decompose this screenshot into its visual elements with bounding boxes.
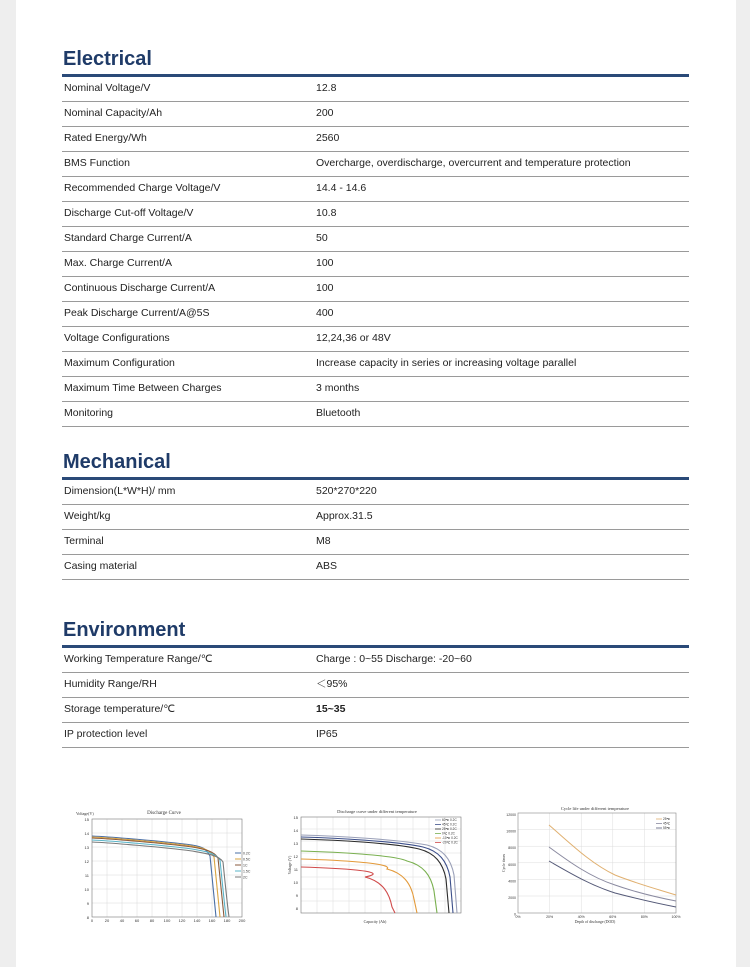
- y-axis-label: Voltage (V): [287, 855, 292, 875]
- spec-row: [62, 77, 689, 102]
- spec-value: 2560: [316, 132, 340, 144]
- spec-row: [62, 505, 689, 530]
- x-tick-label: 40%: [577, 915, 585, 919]
- y-axis-label: Voltage(V): [76, 811, 94, 816]
- spec-label: IP protection level: [64, 728, 148, 740]
- chart-title: Discharge Curve: [147, 811, 181, 816]
- x-tick-label: 60%: [609, 915, 617, 919]
- y-tick-label: 12: [84, 859, 89, 864]
- y-tick-label: 12: [293, 854, 298, 859]
- spec-value: Increase capacity in series or increasing voltage parallel: [316, 357, 577, 369]
- mechanical-section: [62, 449, 689, 580]
- spec-label: Humidity Range/RH: [64, 678, 157, 690]
- spec-label: BMS Function: [64, 157, 130, 169]
- y-tick-label: 15: [293, 815, 298, 820]
- x-tick-label: 20%: [546, 915, 554, 919]
- y-tick-label: 0: [514, 912, 516, 917]
- spec-value: IP65: [316, 728, 338, 740]
- spec-value: 100: [316, 282, 334, 294]
- spec-label: Peak Discharge Current/A@5S: [64, 307, 210, 319]
- y-tick-label: 14: [84, 831, 89, 836]
- x-tick-label: 200: [238, 918, 246, 923]
- spec-row: [62, 277, 689, 302]
- electrical-heading: Electrical: [63, 48, 152, 70]
- spec-row: [62, 648, 689, 673]
- spec-row: [62, 352, 689, 377]
- spec-row: [62, 555, 689, 580]
- spec-value: 15~35: [316, 703, 346, 715]
- spec-value: 50: [316, 232, 328, 244]
- legend-label: 2C: [243, 875, 248, 880]
- cycle-life-chart: [500, 803, 682, 925]
- spec-row: [62, 302, 689, 327]
- legend-label: 25℃: [663, 817, 671, 822]
- y-tick-label: 6000: [508, 862, 516, 867]
- x-tick-label: 100%: [671, 915, 681, 919]
- legend-label: 45℃ 0.2C: [442, 822, 457, 827]
- spec-label: Terminal: [64, 535, 104, 547]
- y-tick-label: 11: [84, 873, 89, 878]
- spec-label: Monitoring: [64, 407, 114, 419]
- spec-label: Nominal Voltage/V: [64, 82, 151, 94]
- y-tick-label: 11: [293, 867, 298, 872]
- y-tick-label: 13: [84, 845, 89, 850]
- mechanical-table: [62, 480, 689, 580]
- y-tick-label: 12000: [506, 813, 516, 817]
- spec-label: Nominal Capacity/Ah: [64, 107, 163, 119]
- legend-label: 55℃: [663, 826, 671, 831]
- spec-row: [62, 127, 689, 152]
- spec-value: Overcharge, overdischarge, overcurrent and temperature protection: [316, 157, 631, 169]
- x-tick-label: 160: [208, 918, 216, 923]
- legend-label: 0.5C: [243, 857, 251, 862]
- chart-title: Cycle life under different temperature: [560, 806, 630, 811]
- spec-label: Working Temperature Range/℃: [64, 653, 213, 665]
- spec-row: [62, 227, 689, 252]
- mechanical-heading: Mechanical: [63, 451, 171, 473]
- y-tick-label: 9: [86, 901, 89, 906]
- spec-value: M8: [316, 535, 331, 547]
- spec-row: [62, 698, 689, 723]
- spec-label: Voltage Configurations: [64, 332, 170, 344]
- y-tick-label: 2000: [508, 896, 516, 900]
- spec-row: [62, 102, 689, 127]
- spec-value: 12.8: [316, 82, 337, 94]
- spec-label: Continuous Discharge Current/A: [64, 282, 216, 294]
- x-tick-label: 80: [149, 918, 155, 923]
- environment-section: [62, 617, 689, 748]
- x-tick-label: 180: [223, 918, 231, 923]
- legend-label: 25℃ 0.2C: [442, 827, 457, 832]
- spec-row: [62, 377, 689, 402]
- x-tick-label: 140: [193, 918, 201, 923]
- y-tick-label: 10: [84, 887, 89, 892]
- spec-row: [62, 152, 689, 177]
- spec-label: Max. Charge Current/A: [64, 257, 172, 269]
- spec-value: 10.8: [316, 207, 337, 219]
- legend-label: -20℃ 0.2C: [442, 840, 458, 845]
- x-axis-label: Capacity (Ah): [363, 919, 387, 924]
- spec-value: Charge : 0~55 Discharge: -20~60: [316, 653, 472, 665]
- legend-label: 1.5C: [243, 869, 251, 874]
- spec-value: ABS: [316, 560, 338, 572]
- y-tick-label: 8: [295, 906, 298, 911]
- legend-label: 45℃: [663, 821, 671, 826]
- y-tick-label: 9: [295, 893, 298, 898]
- y-tick-label: 8: [86, 915, 89, 920]
- spec-label: Standard Charge Current/A: [64, 232, 192, 244]
- spec-label: Weight/kg: [64, 510, 111, 522]
- chart-title: Discharge curve under different temperature: [337, 809, 417, 814]
- y-tick-label: 14: [293, 828, 298, 833]
- legend-label: 60℃ 0.2C: [442, 818, 457, 823]
- y-tick-label: 13: [293, 841, 298, 846]
- spec-label: Maximum Configuration: [64, 357, 175, 369]
- spec-row: [62, 402, 689, 427]
- legend-label: 0℃ 0.2C: [442, 831, 455, 836]
- spec-value: 200: [316, 107, 334, 119]
- x-tick-label: 60: [134, 918, 140, 923]
- spec-label: Discharge Cut-off Voltage/V: [64, 207, 194, 219]
- spec-row: [62, 252, 689, 277]
- y-tick-label: 15: [84, 817, 89, 822]
- x-tick-label: 80%: [640, 915, 648, 919]
- spec-value: Bluetooth: [316, 407, 361, 419]
- spec-row: [62, 202, 689, 227]
- spec-value: 14.4 - 14.6: [316, 182, 367, 194]
- environment-table: [62, 648, 689, 748]
- x-tick-label: 20: [104, 918, 110, 923]
- spec-label: Maximum Time Between Charges: [64, 382, 222, 394]
- x-tick-label: 100: [163, 918, 171, 923]
- spec-value: 100: [316, 257, 334, 269]
- y-tick-label: 8000: [508, 846, 516, 851]
- x-axis-label: Depth of discharge (DOD): [574, 920, 616, 924]
- y-axis-label: Cycle times: [502, 853, 506, 873]
- legend-label: -10℃ 0.2C: [442, 836, 458, 841]
- legend-label: 0.2C: [243, 851, 251, 856]
- x-tick-label: 40: [119, 918, 125, 923]
- spec-row: [62, 723, 689, 748]
- environment-heading: Environment: [63, 619, 186, 641]
- spec-row: [62, 177, 689, 202]
- spec-row: [62, 327, 689, 352]
- spec-value: 520*270*220: [316, 485, 377, 497]
- spec-value: ＜95%: [316, 678, 348, 690]
- spec-label: Rated Energy/Wh: [64, 132, 147, 144]
- discharge-curve-chart: [72, 803, 260, 923]
- temperature-discharge-chart: [285, 803, 467, 925]
- spec-value: 3 months: [316, 382, 360, 394]
- spec-label: Recommended Charge Voltage/V: [64, 182, 221, 194]
- y-tick-label: 10: [293, 880, 298, 885]
- x-tick-label: 0: [90, 918, 94, 923]
- x-tick-label: 0%: [515, 915, 521, 919]
- spec-row: [62, 480, 689, 505]
- y-tick-label: 4000: [508, 879, 516, 884]
- spec-value: 12,24,36 or 48V: [316, 332, 391, 344]
- spec-label: Dimension(L*W*H)/ mm: [64, 485, 176, 497]
- electrical-table: [62, 77, 689, 427]
- legend-label: 1C: [243, 863, 248, 868]
- spec-label: Casing material: [64, 560, 137, 572]
- spec-value: 400: [316, 307, 334, 319]
- spec-row: [62, 673, 689, 698]
- spec-row: [62, 530, 689, 555]
- x-tick-label: 120: [178, 918, 186, 923]
- y-tick-label: 10000: [506, 829, 516, 834]
- spec-label: Storage temperature/℃: [64, 703, 176, 715]
- spec-value: Approx.31.5: [316, 510, 373, 522]
- electrical-section: [62, 46, 689, 427]
